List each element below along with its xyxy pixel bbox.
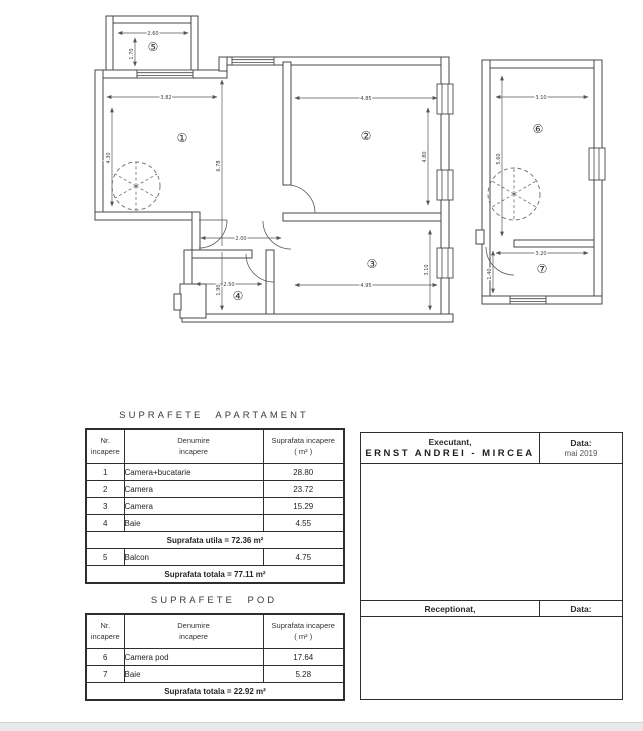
dim-room3-height: 3.10 xyxy=(424,264,430,276)
table-row: 7 Baie 5.28 xyxy=(86,666,344,683)
room-2-symbol: ② xyxy=(360,129,372,143)
room-3-symbol: ③ xyxy=(366,257,378,271)
dim-pod-width: 3.10 xyxy=(535,95,547,101)
header-nr: Nr. incapere xyxy=(86,429,124,464)
pod-areas-section xyxy=(85,595,343,701)
total-row: Suprafata totala = 77.11 m² xyxy=(86,566,344,584)
apartment-areas-table xyxy=(85,428,345,584)
executant-name: ERNST ANDREI - MIRCEA xyxy=(365,448,535,459)
dim-hall-width: 2.00 xyxy=(235,236,247,242)
room-4-symbol: ④ xyxy=(232,289,244,303)
apartment-walls xyxy=(95,16,453,322)
room3-window xyxy=(437,248,453,278)
dim-room7-height: 1.40 xyxy=(487,268,493,280)
pod-areas-table xyxy=(85,613,345,701)
executant-label: Executant, xyxy=(428,437,472,447)
apartment-areas-section xyxy=(85,410,343,584)
signature-space xyxy=(361,464,622,600)
table-header-row xyxy=(86,614,344,649)
table-row: 3 Camera 15.29 xyxy=(86,498,344,515)
room-1-symbol: ① xyxy=(176,131,188,145)
date-cell xyxy=(539,433,622,463)
spiral-stair-1 xyxy=(112,162,160,210)
dim-pod-height: 5.60 xyxy=(496,153,502,165)
room2-window-1 xyxy=(437,84,453,114)
room2-window-2 xyxy=(437,170,453,200)
dim-room2-width: 4.85 xyxy=(360,96,372,102)
header-denumire: Denumire incapere xyxy=(124,429,263,464)
receptionat-space xyxy=(361,617,622,699)
balcony-window xyxy=(137,70,193,78)
spiral-stair-2 xyxy=(488,168,540,220)
table-row: 4 Baie 4.55 xyxy=(86,515,344,532)
title-block xyxy=(360,432,623,700)
dim-room4-height: 1.90 xyxy=(216,284,222,296)
dim-balcony-width: 2.60 xyxy=(147,31,159,37)
header-nr: Nr. incapere xyxy=(86,614,124,649)
receptionat-label: Receptionat, xyxy=(424,603,476,614)
dim-room3-width: 4.95 xyxy=(360,283,372,289)
pod-table-title: SUPRAFETE POD xyxy=(150,595,278,606)
table-header-row xyxy=(86,429,344,464)
apartment-table-title: SUPRAFETE APARTAMENT xyxy=(119,410,309,421)
date-value: mai 2019 xyxy=(564,449,598,458)
dim-room1-height: 4.30 xyxy=(106,152,112,164)
receptionat-cell xyxy=(361,601,539,616)
table-row: 5 Balcon 4.75 xyxy=(86,549,344,566)
hall-window xyxy=(232,57,274,65)
date-cell-2 xyxy=(539,601,622,616)
bottom-bar xyxy=(0,722,643,731)
room-6-symbol: ⑥ xyxy=(532,122,544,136)
receptionat-row xyxy=(361,600,622,617)
dim-room1-width: 3.82 xyxy=(160,95,172,101)
header-suprafata: Suprafata incapere ( m² ) xyxy=(263,614,344,649)
dim-room7-width: 3.20 xyxy=(535,251,547,257)
header-suprafata: Suprafata incapere ( m² ) xyxy=(263,429,344,464)
room-5-symbol: ⑤ xyxy=(147,40,159,54)
executant-cell xyxy=(361,433,539,463)
dim-room2-height: 4.80 xyxy=(422,151,428,163)
pod-bottom-window xyxy=(510,296,546,304)
executant-row xyxy=(361,433,622,464)
header-denumire: Denumire incapere xyxy=(124,614,263,649)
door-arcs xyxy=(199,185,315,282)
dim-hall-height: 6.78 xyxy=(216,160,222,172)
table-row: 6 Camera pod 17.64 xyxy=(86,649,344,666)
dim-room4-width: 2.50 xyxy=(223,282,235,288)
room-7-symbol: ⑦ xyxy=(536,262,548,276)
table-row: 2 Camera 23.72 xyxy=(86,481,344,498)
subtotal-row: Suprafata utila = 72.36 m² xyxy=(86,532,344,549)
total-row: Suprafata totala = 22.92 m² xyxy=(86,683,344,701)
date-label-2: Data: xyxy=(570,603,592,614)
dim-balcony-height: 1.70 xyxy=(129,48,135,60)
pod-right-window xyxy=(589,148,605,180)
table-row: 1 Camera+bucatarie 28.80 xyxy=(86,464,344,481)
date-label: Data: xyxy=(570,438,592,448)
